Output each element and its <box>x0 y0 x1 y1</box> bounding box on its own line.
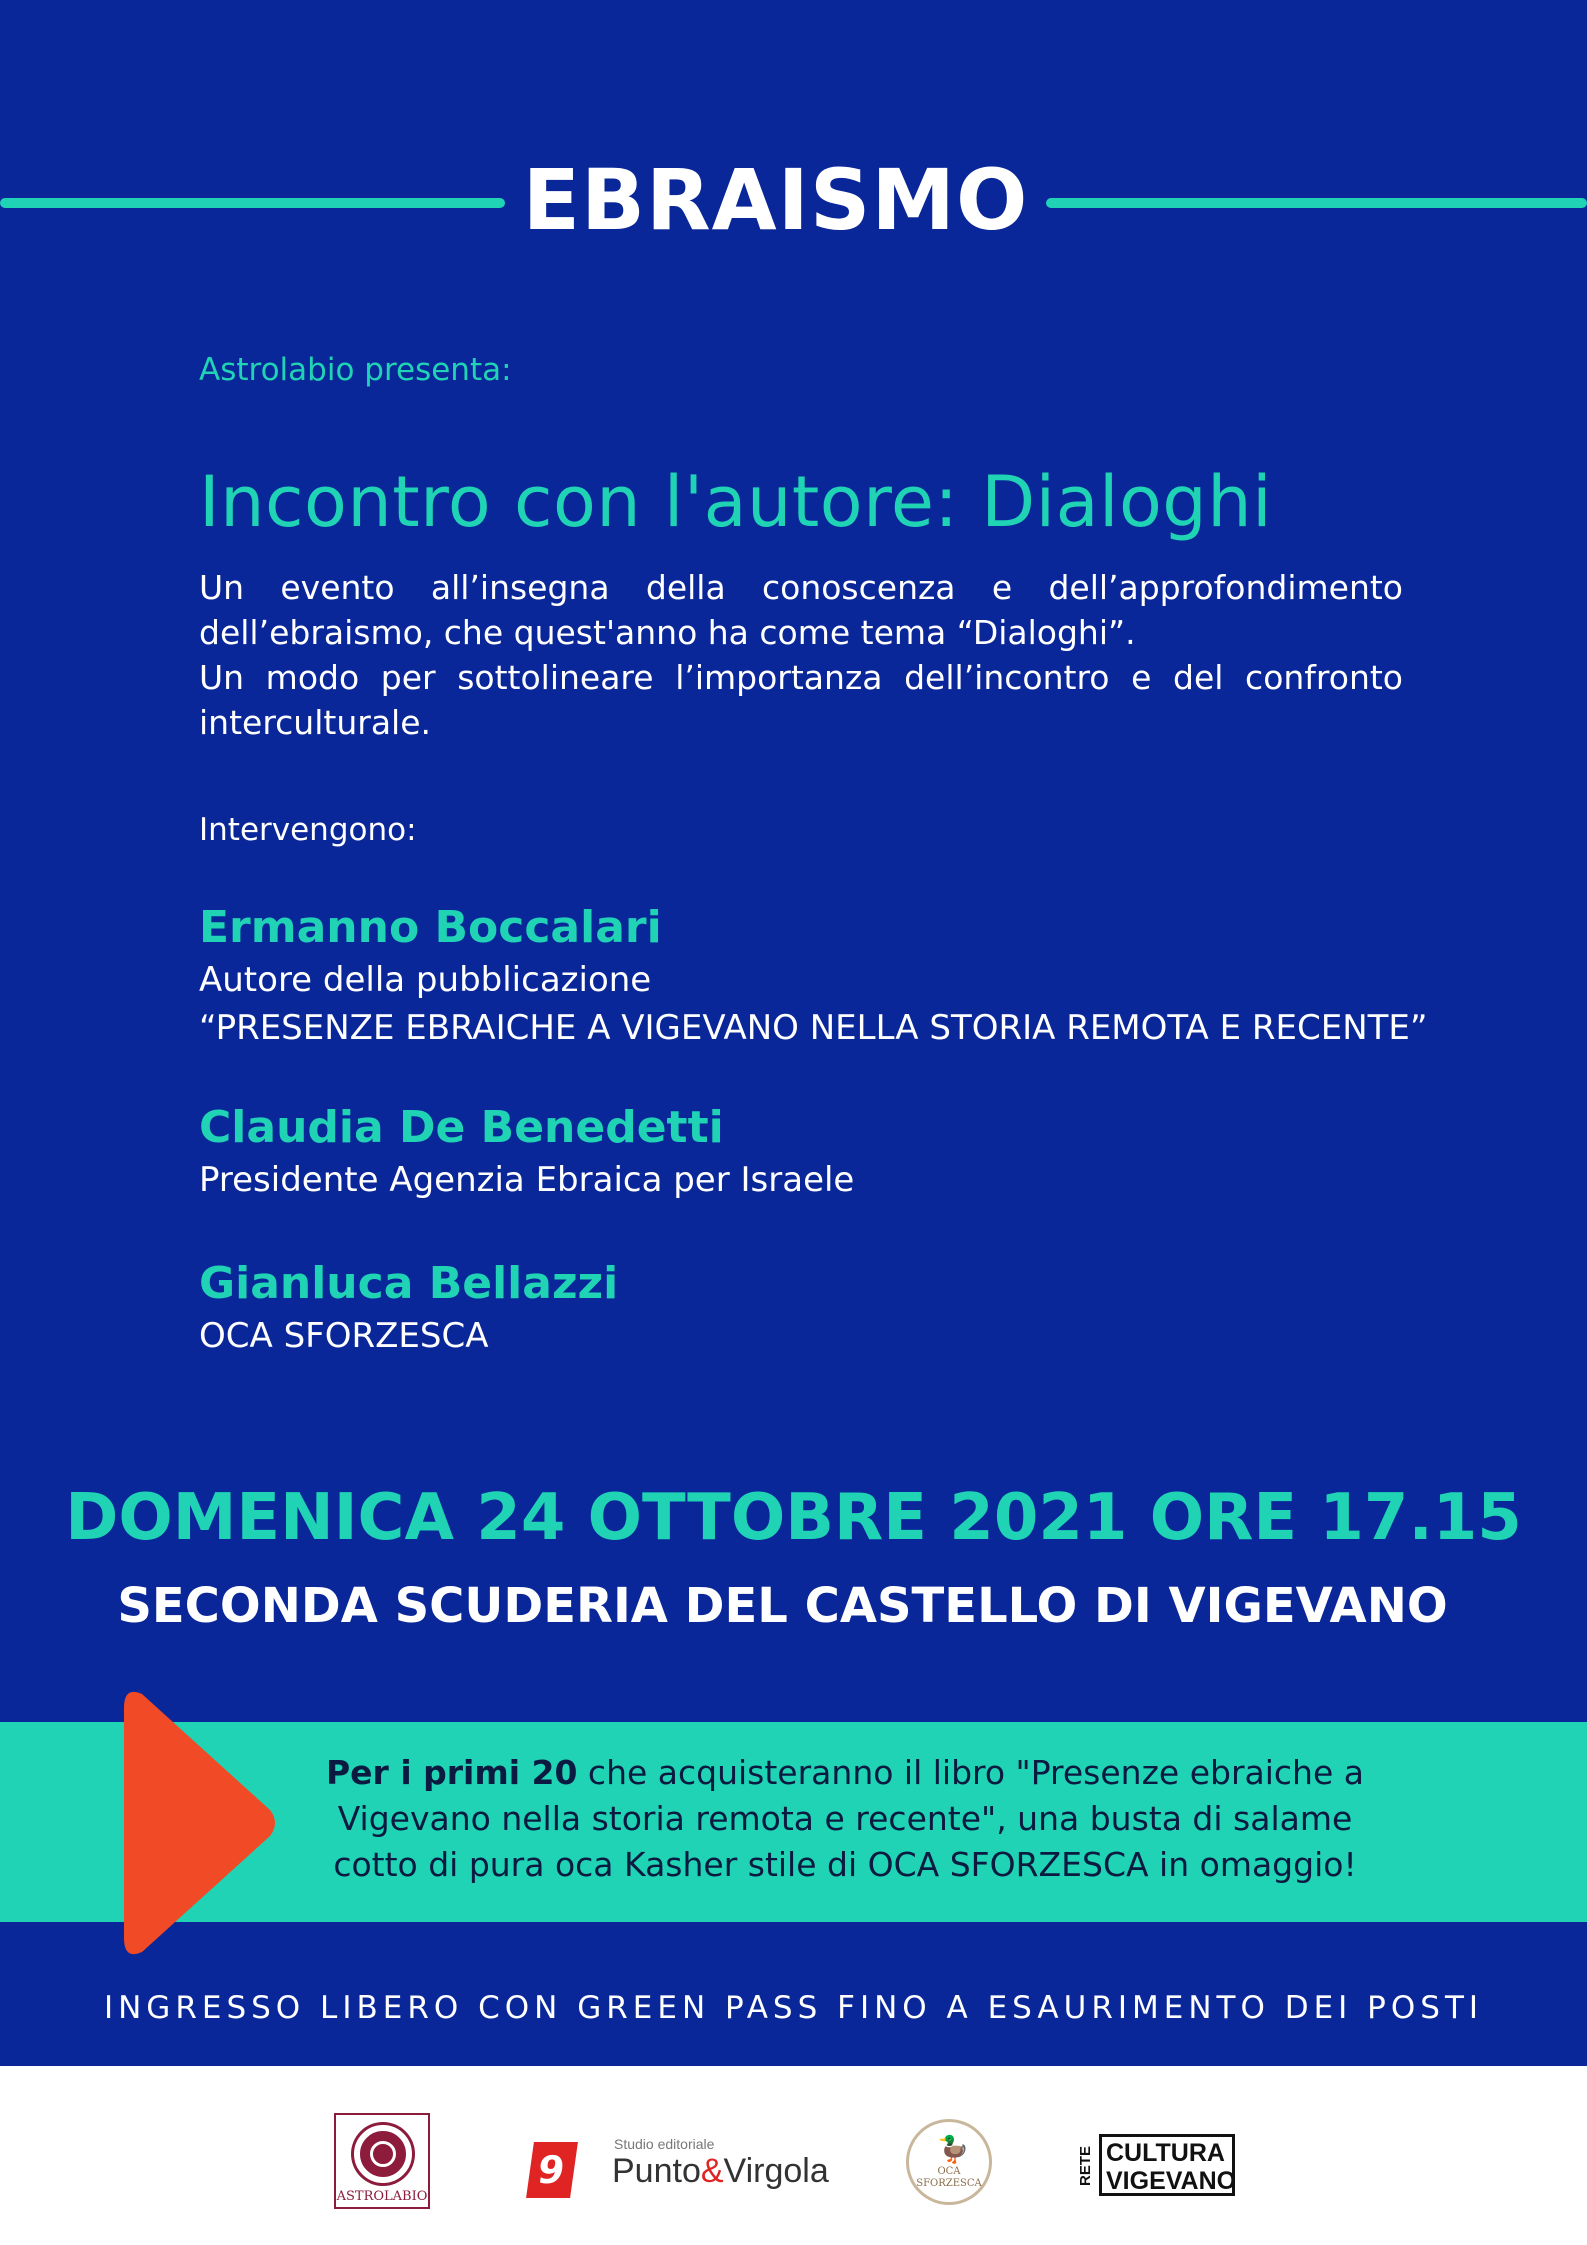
rete-cultura-vigevano-logo <box>1077 2132 1237 2198</box>
rete-side-text: RETE <box>1077 2146 1094 2187</box>
rete-line-2: VIGEVANO <box>1106 2167 1237 2195</box>
oca-sforzesca-logo <box>906 2119 992 2205</box>
event-date: DOMENICA 24 OTTOBRE 2021 ORE 17.15 <box>65 1481 1522 1555</box>
speakers-label: Intervengono: <box>199 812 417 848</box>
punto-e-virgola-logo <box>530 2136 850 2202</box>
pv-word-1: Punto <box>612 2152 701 2190</box>
event-description <box>199 565 1403 745</box>
promo-rest: che acquisteranno il libro "Presenze ebraiche a Vigevano nella storia remota e recente", una busta di salame cotto di pura oca Kasher stile di OCA SFORZESCA in omaggio! <box>333 1753 1364 1884</box>
presenter-text: Astrolabio presenta: <box>199 352 512 388</box>
oca-logo-text <box>909 2166 989 2190</box>
rete-line-1: CULTURA <box>1106 2139 1225 2167</box>
oca-line-1: OCA <box>937 2166 961 2177</box>
speaker-role: Autore della pubblicazione <box>199 960 652 1000</box>
rete-box <box>1099 2134 1235 2196</box>
speaker-bellazzi <box>199 1256 1499 1360</box>
astrolabio-logo <box>334 2113 430 2209</box>
description-paragraph: Un modo per sottolineare l’importanza dell’incontro e del confronto interculturale. <box>199 658 1403 742</box>
pv-badge-icon: 9 <box>526 2142 578 2198</box>
event-title: Incontro con l'autore: Dialoghi <box>199 461 1273 543</box>
description-paragraph: Un evento all’insegna della conoscenza e dell’approfondimento dell’ebraismo, che quest'anno ha come tema “Dialoghi”. <box>199 568 1403 652</box>
goose-icon: 🦆 <box>937 2135 970 2165</box>
speaker-role: Presidente Agenzia Ebraica per Israele <box>199 1160 855 1200</box>
astrolabio-logo-text: ASTROLABIO <box>336 2189 428 2204</box>
pv-big-text <box>612 2152 829 2191</box>
pv-word-2: Virgola <box>723 2152 829 2190</box>
speaker-name: Gianluca Bellazzi <box>199 1258 619 1309</box>
pv-ampersand: & <box>700 2152 724 2190</box>
speaker-name: Ermanno Boccalari <box>199 902 662 953</box>
promo-bold: Per i primi 20 <box>325 1753 578 1792</box>
promo-text <box>300 1750 1390 1888</box>
main-title: EBRAISMO <box>522 151 1029 249</box>
oca-line-2: SFORZESCA <box>916 2178 982 2189</box>
header-line-left <box>0 198 505 208</box>
pv-small-text: Studio editoriale <box>614 2136 715 2152</box>
speaker-de-benedetti <box>199 1100 1499 1204</box>
entry-note: INGRESSO LIBERO CON GREEN PASS FINO A ESAURIMENTO DEI POSTI <box>103 1990 1484 2026</box>
speaker-name: Claudia De Benedetti <box>199 1102 724 1153</box>
speaker-role: OCA SFORZESCA <box>199 1316 489 1356</box>
logo-bar <box>0 2066 1587 2245</box>
speaker-role: “PRESENZE EBRAICHE A VIGEVANO NELLA STORIA REMOTA E RECENTE” <box>199 1008 1428 1048</box>
play-arrow-icon <box>120 1688 276 1958</box>
speaker-boccalari <box>199 900 1499 1052</box>
astrolabe-inner-ring <box>370 2141 396 2167</box>
event-venue: SECONDA SCUDERIA DEL CASTELLO DI VIGEVANO <box>117 1578 1448 1634</box>
header-line-right <box>1046 198 1587 208</box>
